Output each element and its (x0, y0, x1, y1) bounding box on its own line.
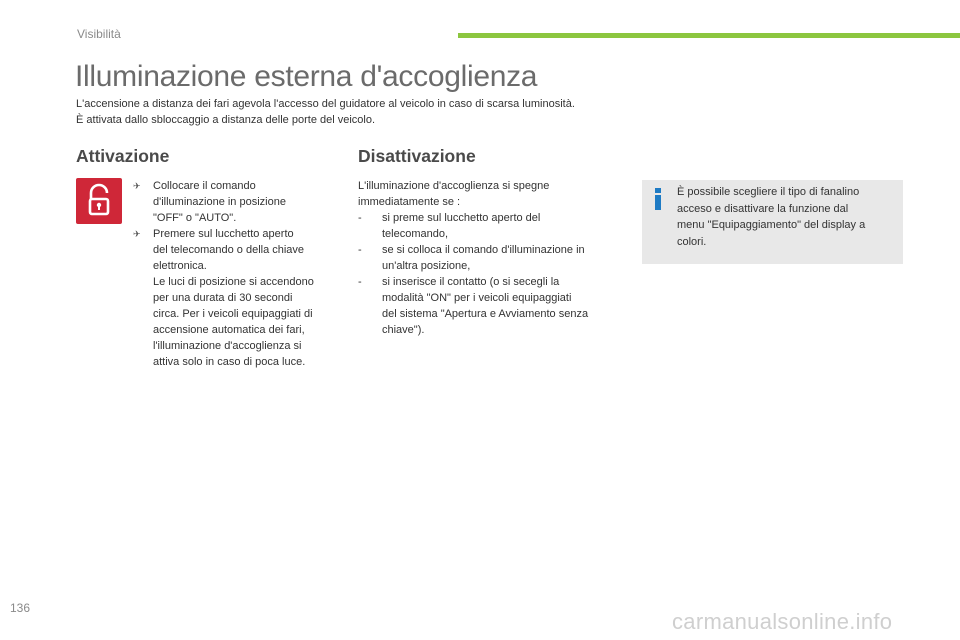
info-line: acceso e disattivare la funzione dal (677, 202, 849, 215)
item-line: si inserisce il contatto (o si secegli la (382, 276, 560, 288)
dash-bullet: - (358, 244, 362, 256)
info-icon (653, 188, 663, 210)
intro-line: È attivata dallo sbloccaggio a distanza delle porte del veicolo. (76, 114, 376, 126)
info-box (642, 180, 903, 264)
info-line: È possibile scegliere il tipo di fanalino (677, 186, 860, 198)
plane-bullet-icon: ✈ (133, 229, 141, 239)
plane-bullet-icon: ✈ (133, 181, 141, 191)
item-line: del sistema "Apertura e Avviamento senza (382, 308, 589, 320)
dash-bullet: - (358, 276, 362, 288)
deactivation-item (358, 210, 620, 242)
item-line: un'altra posizione, (382, 260, 471, 272)
deactivation-heading: Disattivazione (358, 146, 476, 166)
info-line: colori. (677, 235, 707, 248)
deactivation-text (358, 178, 620, 338)
step-line: Le luci di posizione si accendono (153, 276, 314, 288)
step-line: d'illuminazione in posizione (153, 196, 286, 208)
step-line: accensione automatica dei fari, (153, 324, 305, 336)
item-line: chiave"). (382, 324, 425, 336)
unlocked-padlock-icon (76, 178, 122, 224)
intro-text (76, 96, 656, 128)
step-line: per una durata di 30 secondi (153, 292, 293, 304)
activation-step (133, 178, 343, 226)
deactivation-lead: immediatamente se : (358, 196, 461, 208)
step-line: del telecomando o della chiave (153, 244, 305, 256)
step-line: "OFF" o "AUTO". (153, 212, 237, 224)
step-line: l'illuminazione d'accoglienza si (153, 340, 302, 352)
section-label: Visibilità (77, 27, 121, 41)
item-line: se si colloca il comando d'illuminazione in (382, 244, 585, 256)
activation-heading: Attivazione (76, 146, 170, 166)
watermark: carmanualsonline.info (672, 609, 893, 634)
activation-step (133, 226, 343, 370)
deactivation-item (358, 274, 620, 338)
intro-line: L'accensione a distanza dei fari agevola l'accesso del guidatore al veicolo in caso di scarsa luminosità. (76, 98, 575, 110)
step-line: elettronica. (153, 260, 207, 272)
activation-steps (133, 178, 343, 370)
dash-bullet: - (358, 212, 362, 224)
item-line: telecomando, (382, 228, 449, 240)
section-accent-bar (458, 33, 960, 38)
info-line: menu "Equipaggiamento" del display a (677, 219, 866, 231)
step-line: attiva solo in caso di poca luce. (153, 356, 306, 368)
deactivation-item (358, 242, 620, 274)
deactivation-lead: L'illuminazione d'accoglienza si spegne (358, 180, 550, 192)
page-number: 136 (10, 601, 31, 615)
step-line: circa. Per i veicoli equipaggiati di (153, 308, 313, 320)
step-line: Premere sul lucchetto aperto (153, 228, 294, 240)
page-title: Illuminazione esterna d'accoglienza (75, 60, 538, 93)
info-text (677, 184, 895, 250)
step-line: Collocare il comando (153, 180, 256, 192)
item-line: modalità "ON" per i veicoli equipaggiati (382, 292, 572, 304)
item-line: si preme sul lucchetto aperto del (382, 212, 541, 224)
